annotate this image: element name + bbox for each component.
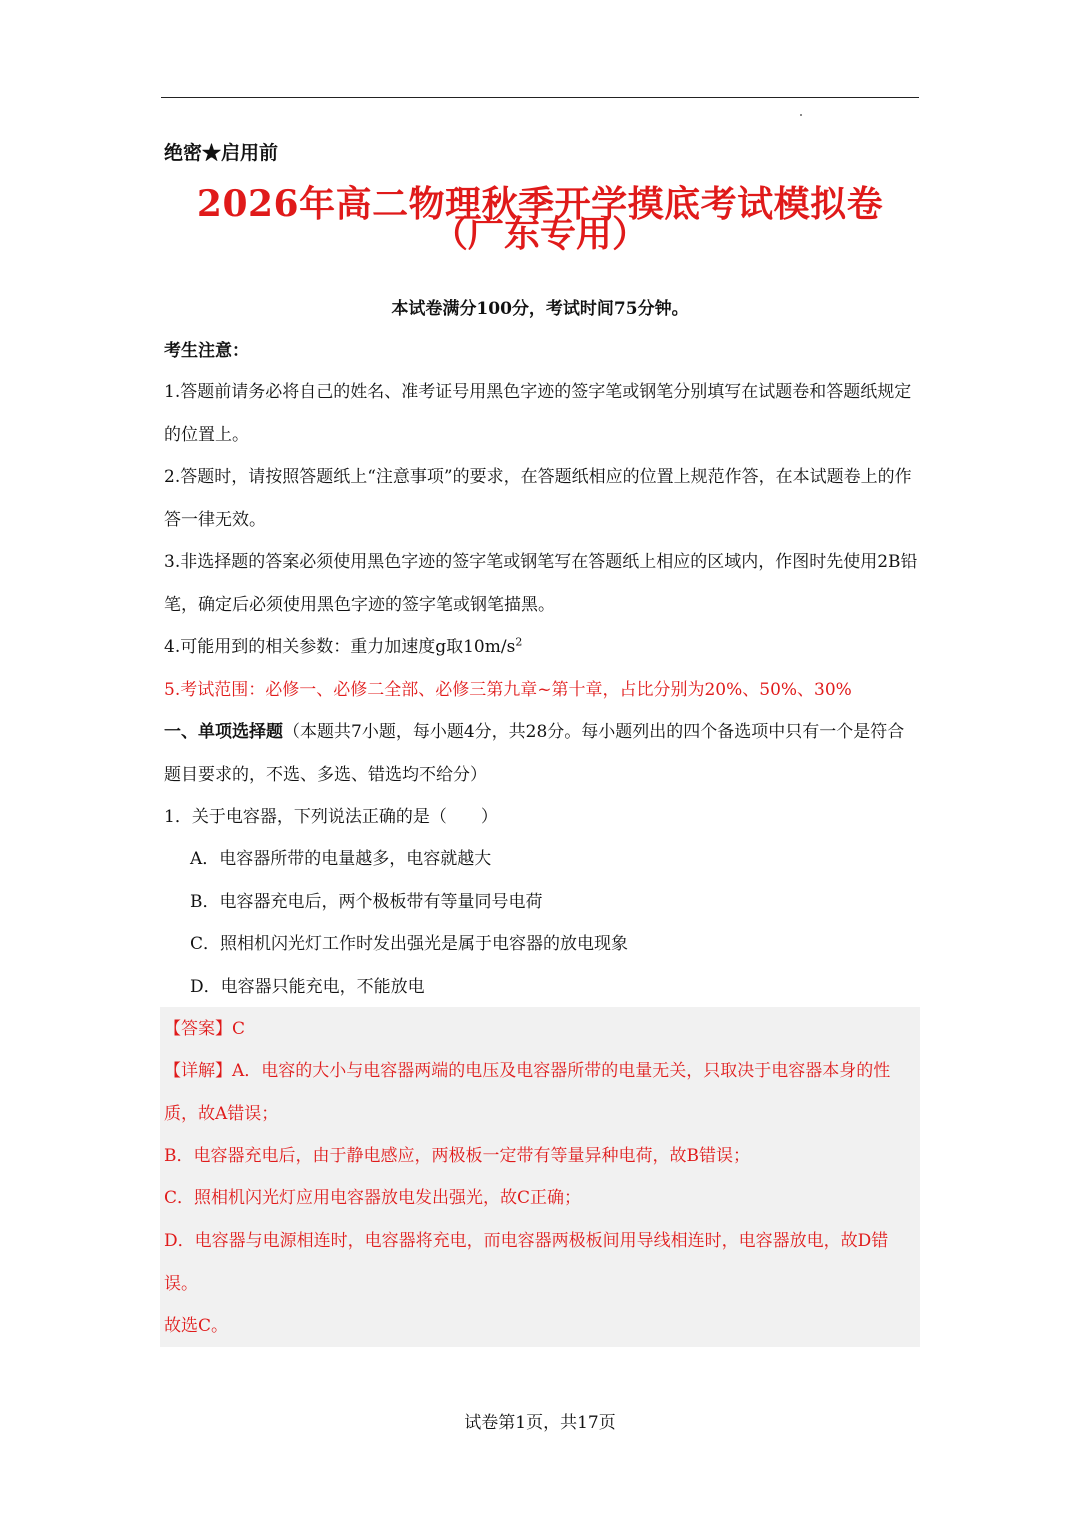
notice-item-3: 3.非选择题的答案必须使用黑色字迹的签字笔或钢笔写在答题纸上相应的区域内，作图时先使用2B铅笔，确定后必须使用黑色字迹的签字笔或钢笔描黑。	[164, 552, 918, 615]
notice-heading: 考生注意：	[164, 341, 249, 361]
notice-item-1: 1.答题前请务必将自己的姓名、准考证号用黑色字迹的签字笔或钢笔分别填写在试题卷和答题纸规定的位置上。	[164, 382, 912, 445]
question-1-option-b: B．电容器充电后，两个极板带有等量同号电荷	[190, 892, 543, 912]
header-rule	[161, 97, 919, 98]
question-1-option-c: C．照相机闪光灯工作时发出强光是属于电容器的放电现象	[190, 934, 629, 954]
detail-line-b: B．电容器充电后，由于静电感应，两极板一定带有等量异种电荷，故B错误；	[164, 1146, 750, 1166]
question-1-stem: 1．关于电容器，下列说法正确的是（ ）	[164, 807, 498, 827]
header-dot	[800, 114, 802, 116]
detail-line-c: C．照相机闪光灯应用电容器放电发出强光，故C正确；	[164, 1188, 582, 1208]
notice-item-4	[164, 626, 920, 669]
exam-title-region: （广东专用）	[431, 213, 648, 255]
notice-item-2: 2.答题时，请按照答题纸上“注意事项”的要求，在答题纸相应的位置上规范作答，在本试题卷上的作答一律无效。	[164, 467, 912, 530]
section-1-heading	[164, 711, 920, 796]
question-1-option-a: A．电容器所带的电量越多，电容就越大	[190, 849, 492, 869]
detail-line-a: 【详解】A．电容的大小与电容器两端的电压及电容器所带的电量无关，只取决于电容器本身的性质，故A错误；	[164, 1061, 891, 1124]
answer-line: 【答案】C	[164, 1019, 246, 1039]
page-footer: 试卷第1页，共17页	[464, 1413, 616, 1433]
exam-title: 2026年高二物理秋季开学摸底考试模拟卷	[196, 183, 884, 225]
section-1-desc: （本题共7小题，每小题4分，共28分。每小题列出的四个备选项中只有一个是符合题目要求的，不选、多选、错选均不给分）	[164, 722, 905, 785]
secret-label: 绝密★启用前	[164, 142, 279, 164]
notice-item-5: 5.考试范围：必修一、必修二全部、必修三第九章~第十章，占比分别为20%、50%、30%	[164, 680, 852, 700]
notice-item-4-exponent: 2	[515, 635, 523, 649]
question-1-option-d: D．电容器只能充电，不能放电	[190, 977, 425, 997]
notice-item-4-text: 4.可能用到的相关参数：重力加速度g取10m/s	[164, 637, 516, 657]
detail-line-d: D．电容器与电源相连时，电容器将充电，而电容器两极板间用导线相连时，电容器放电，故D错误。	[164, 1231, 889, 1294]
exam-subtitle: 本试卷满分100分，考试时间75分钟。	[391, 299, 689, 319]
detail-conclusion: 故选C。	[164, 1316, 229, 1336]
section-1-title: 一、单项选择题	[164, 722, 283, 742]
